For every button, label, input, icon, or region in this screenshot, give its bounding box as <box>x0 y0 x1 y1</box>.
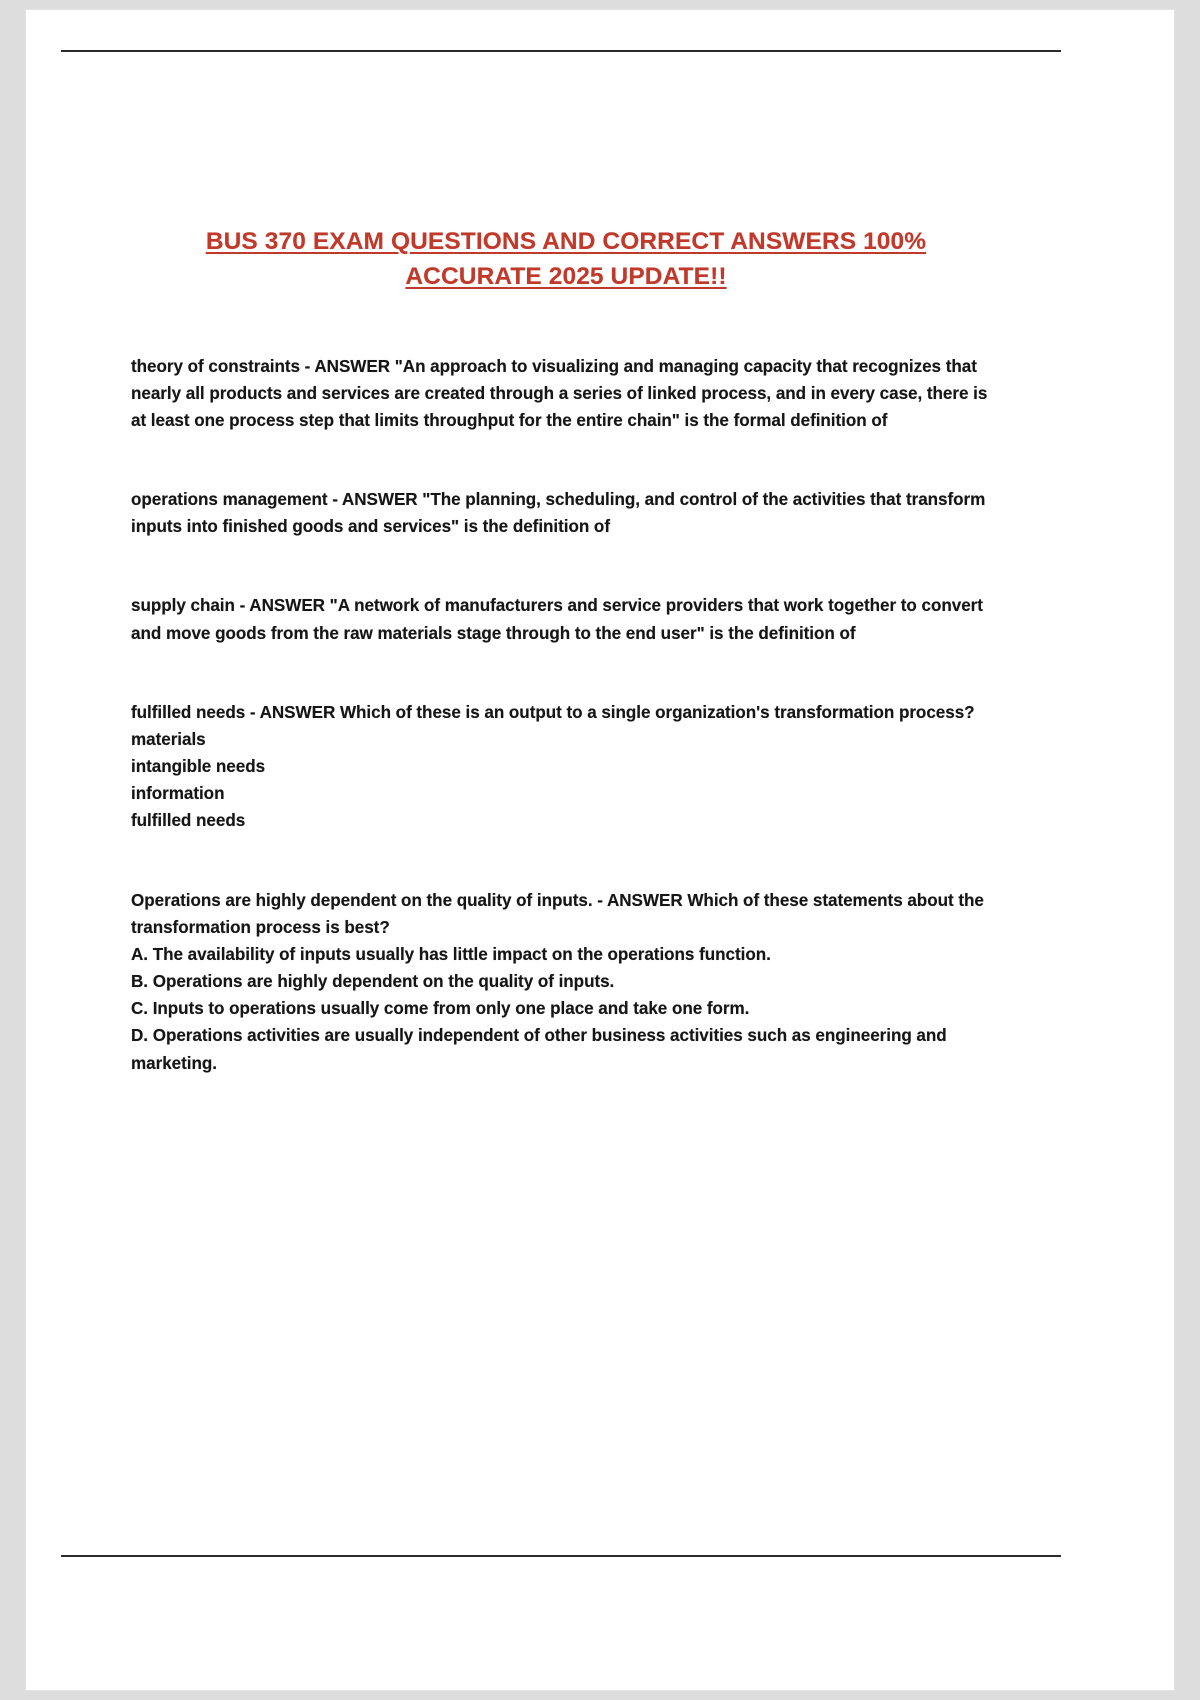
qa-text: Operations are highly dependent on the quality of inputs. - ANSWER Which of these statements about the transformation process is best? <box>131 890 984 937</box>
qa-option-d: D. Operations activities are usually independent of other business activities such as engineering and marketing. <box>131 1026 947 1073</box>
qa-text: fulfilled needs - ANSWER Which of these is an output to a single organization's transformation process? <box>131 702 975 722</box>
qa-option-fulfilled-needs: fulfilled needs <box>131 811 246 831</box>
document-page <box>26 10 1174 1690</box>
qa-text: operations management - ANSWER "The planning, scheduling, and control of the activities that transform inputs into finished goods and services" is the definition of <box>131 490 986 537</box>
qa-block-theory-of-constraints <box>131 353 1001 435</box>
document-content <box>131 225 1001 1077</box>
page-bottom-rule <box>61 1555 1061 1557</box>
qa-block-transformation-process <box>131 887 1001 1077</box>
qa-text: theory of constraints - ANSWER "An approach to visualizing and managing capacity that recognizes that nearly all products and services are created through a series of linked process, and in every case, there is at least one process step that limits throughput for the entire chain" is the formal definition of <box>131 356 988 430</box>
qa-option-c: C. Inputs to operations usually come from only one place and take one form. <box>131 999 750 1019</box>
qa-option-materials: materials <box>131 729 206 749</box>
page-top-rule <box>61 50 1061 52</box>
qa-option-intangible-needs: intangible needs <box>131 757 266 777</box>
qa-option-information: information <box>131 784 225 804</box>
question-answer-list <box>131 353 1001 1077</box>
qa-option-a: A. The availability of inputs usually has little impact on the operations function. <box>131 944 771 964</box>
qa-text: supply chain - ANSWER "A network of manufacturers and service providers that work together to convert and move goods from the raw materials stage through to the end user" is the definition of <box>131 596 983 643</box>
page-title: BUS 370 EXAM QUESTIONS AND CORRECT ANSWERS 100% ACCURATE 2025 UPDATE!! <box>205 228 927 290</box>
qa-block-supply-chain <box>131 592 1001 646</box>
qa-option-b: B. Operations are highly dependent on the quality of inputs. <box>131 972 615 992</box>
qa-block-fulfilled-needs <box>131 699 1001 835</box>
qa-block-operations-management <box>131 486 1001 540</box>
